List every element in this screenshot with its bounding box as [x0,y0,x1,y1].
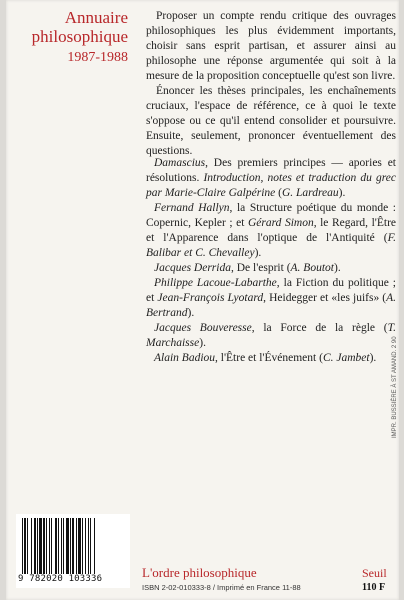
contents-entry [146,321,396,351]
series-name: L'ordre philosophique [142,565,257,580]
isbn-line: ISBN 2-02-010333-8 / Imprimé en France 11-88 [142,583,301,592]
entry-author: Damascius [154,157,206,169]
entry-text: , De l'esprit ( [230,262,291,274]
entry-author: Jacques Derrida [154,262,231,274]
entry-text: , l'Être et l'Événement ( [215,352,323,364]
entry-text: ). [333,262,341,274]
entry-text: , le Regard, l'Être et l'Apparence dans l'optique de l'Antiquité ( [146,217,396,244]
entry-reviewer: A. Boutot [290,262,334,274]
title-years: 1987-1988 [67,50,128,65]
entry-author: Philippe Lacoue-Labarthe [154,277,277,289]
barcode-digits: 9 782020 103336 [18,574,103,584]
entry-reviewer: A. Bertrand [146,292,396,319]
title-line-2: philosophique [31,27,128,46]
entry-text: , la Fiction du politique ; et [146,277,396,304]
entry-reviewer: T. Marchaisse [146,322,396,349]
entry-text: ( [275,187,282,199]
book-back-cover [6,0,399,600]
publisher-name: Seuil [362,566,387,580]
entry-author: Jacques Bouveresse [154,322,252,334]
entry-reviewer: C. Jambet [322,352,370,364]
entry-text: , Des premiers principes — apories et résolutions. [146,157,396,184]
title-line-1: Annuaire [64,8,128,27]
entry-author: Jean-François Lyotard [157,292,264,304]
entry-author: Gérard Simon [247,217,314,229]
blurb-paragraph-1: Proposer un compte rendu critique des ouvrages philosophiques les plus évidemment importants, choisir sans esprit partisan, et assurer ainsi au philosophe une réponse argumentée qui soit à la mesure de la proposition conceptuelle qu'est son livre. [146,10,396,82]
entry-text: ). [254,247,262,259]
contents-list [146,156,396,366]
entry-translation: Introduction, notes et traduction du grec par Marie-Claire Galpérine [146,172,396,199]
blurb-paragraph-2: Énoncer les thèses principales, les enchaînements cruciaux, l'espace de référence, ce à quoi le texte s'oppose ou ce qu'il entend consolider et poursuivre. Ensuite, seulement, prononcer éventuellement des questions. [146,85,396,157]
blurb [146,9,396,159]
contents-entry [146,276,396,321]
price: 110 F [362,582,386,593]
entry-reviewer: F. Balibar et C. Chevalley [146,232,396,259]
contents-entry [146,201,396,261]
entry-text: ). [369,352,377,364]
entry-author: Fernand Hallyn [154,202,230,214]
barcode-icon [22,518,124,574]
printer-imprint: IMPR. BUSSIÈRE À ST AMAND. 2 90 [392,336,398,438]
entry-text: , la Force de la règle ( [251,322,388,334]
entry-text: ). [199,337,206,349]
entry-reviewer: G. Lardreau [281,187,339,199]
entry-text: ). [338,187,346,199]
entry-author: Alain Badiou [154,352,216,364]
entry-text: , la Structure poétique du monde : Copernic, Kepler ; et [146,202,396,229]
contents-entry [146,261,396,276]
book-title [20,8,128,67]
entry-text: ). [187,307,195,319]
barcode-label [16,514,130,588]
contents-entry [146,351,396,366]
contents-entry [146,156,396,201]
entry-text: , Heidegger et «les juifs» ( [263,292,387,304]
